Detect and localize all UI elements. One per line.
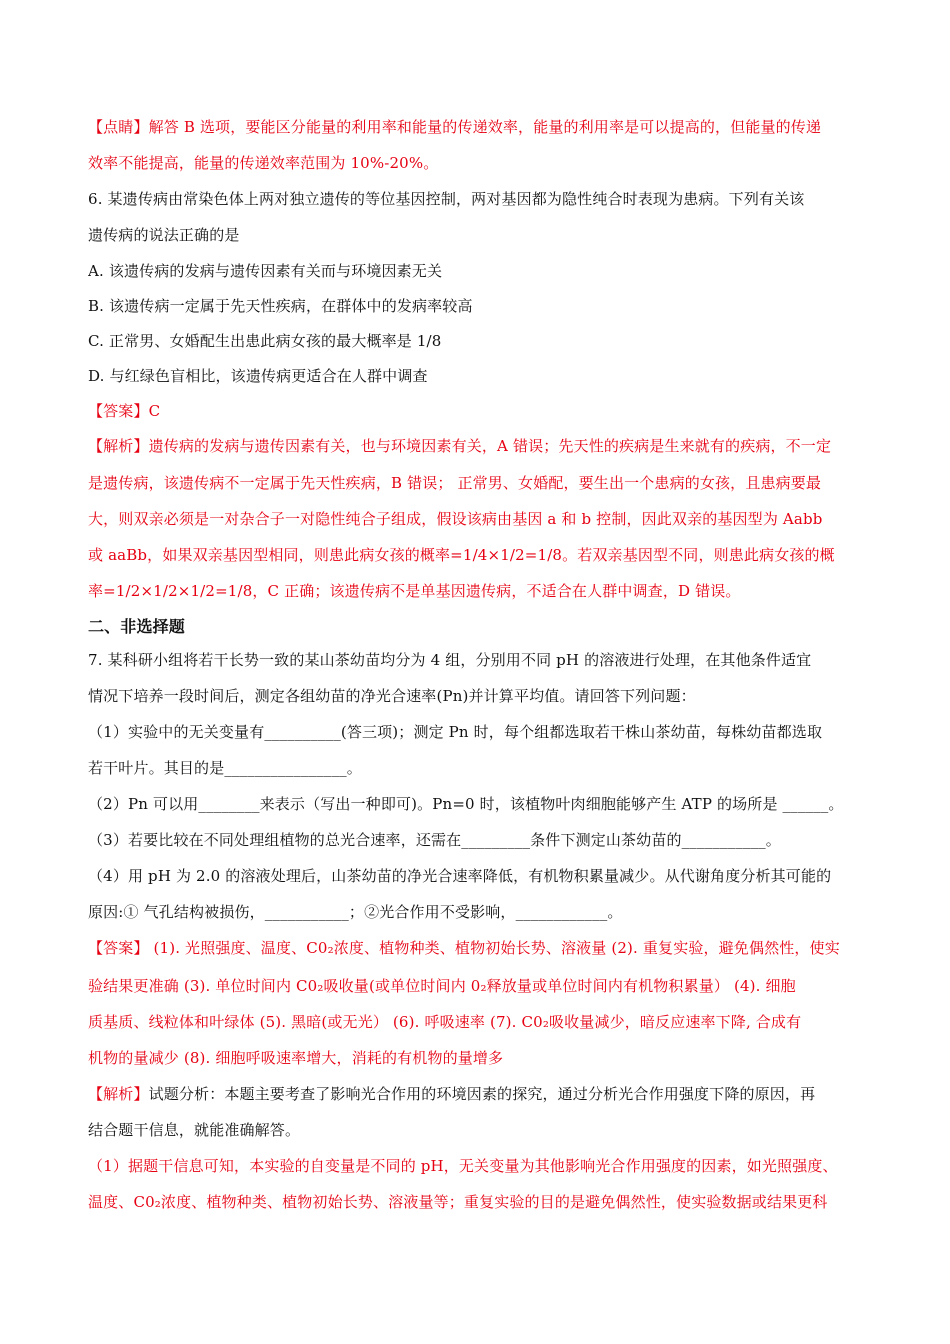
text-line: 结合题干信息，就能准确解答。 xyxy=(88,1121,301,1139)
line-text: 试题分析：本题主要考查了影响光合作用的环境因素的探究，通过分析光合作用强度下降的原因，再 xyxy=(148,1085,816,1103)
text-line: 遗传病的说法正确的是 xyxy=(88,226,240,244)
text-line: 温度、C0₂浓度、植物种类、植物初始长势、溶液量等；重复实验的目的是避免偶然性，使实验数据或结果更科 xyxy=(88,1193,828,1211)
text-line: 若干叶片。其目的是________________。 xyxy=(88,759,362,777)
text-line: A. 该遗传病的发病与遗传因素有关而与环境因素无关 xyxy=(88,262,443,280)
label-jiexi: 【解析】 xyxy=(88,1085,149,1103)
text-line: （3）若要比较在不同处理组植物的总光合速率，还需在_________条件下测定山茶幼苗的___________。 xyxy=(88,831,781,849)
text-line: 6. 某遗传病由常染色体上两对独立遗传的等位基因控制，两对基因都为隐性纯合时表现为患病。下列有关该 xyxy=(88,190,805,208)
text-line: 或 aaBb，如果双亲基因型相同，则患此病女孩的概率=1/4×1/2=1/8。若双亲基因型不同，则患此病女孩的概 xyxy=(88,546,835,564)
text-line: C. 正常男、女婚配生出患此病女孩的最大概率是 1/8 xyxy=(88,332,442,350)
text-line: 原因:① 气孔结构被损伤，___________；②光合作用不受影响，____________。 xyxy=(88,903,623,921)
text-line: （2）Pn 可以用________来表示（写出一种即可)。Pn=0 时，该植物叶肉细胞能够产生 ATP 的场所是 ______。 xyxy=(88,795,844,813)
text-line: 效率不能提高，能量的传递效率范围为 10%-20%。 xyxy=(88,154,439,172)
text-line: （4）用 pH 为 2.0 的溶液处理后，山茶幼苗的净光合速率降低，有机物积累量减少。从代谢角度分析其可能的 xyxy=(88,867,832,885)
text-line: （1）实验中的无关变量有__________(答三项)；测定 Pn 时，每个组都选取若干株山茶幼苗，每株幼苗都选取 xyxy=(88,723,823,741)
text-line: 率=1/2×1/2×1/2=1/8，C 正确；该遗传病不是单基因遗传病，不适合在人群中调查，D 错误。 xyxy=(88,582,741,600)
text-line: 二、非选择题 xyxy=(88,617,185,636)
text-line: 情况下培养一段时间后，测定各组幼苗的净光合速率(Pn)并计算平均值。请回答下列问题： xyxy=(88,687,696,705)
text-line: 是遗传病，该遗传病不一定属于先天性疾病，B 错误； 正常男、女婚配，要生出一个患病的女孩，且患病要最 xyxy=(88,474,822,492)
text-line: 质基质、线粒体和叶绿体 (5). 黑暗(或无光） (6). 呼吸速率 (7). C0₂吸收量减少，暗反应速率下降, 合成有 xyxy=(88,1013,802,1031)
text-line: 【答案】 (1). 光照强度、温度、C0₂浓度、植物种类、植物初始长势、溶液量 (2). 重复实验，避免偶然性，使实 xyxy=(88,939,840,957)
text-line xyxy=(88,1077,866,1111)
text-line: 机物的量减少 (8). 细胞呼吸速率增大，消耗的有机物的量增多 xyxy=(88,1049,504,1067)
text-line: 大，则双亲必须是一对杂合子一对隐性纯合子组成，假设该病由基因 a 和 b 控制，因此双亲的基因型为 Aabb xyxy=(88,510,823,528)
text-line: 【答案】C xyxy=(88,402,161,420)
text-line: D. 与红绿色盲相比，该遗传病更适合在人群中调查 xyxy=(88,367,428,385)
text-line: 7. 某科研小组将若干长势一致的某山茶幼苗均分为 4 组，分别用不同 pH 的溶液进行处理，在其他条件适宜 xyxy=(88,651,812,669)
text-line: （1）据题干信息可知，本实验的自变量是不同的 pH，无关变量为其他影响光合作用强度的因素，如光照强度、 xyxy=(88,1157,838,1175)
text-line: B. 该遗传病一定属于先天性疾病，在群体中的发病率较高 xyxy=(88,297,473,315)
text-line: 验结果更准确 (3). 单位时间内 C0₂吸收量(或单位时间内 0₂释放量或单位时间内有机物积累量） (4). 细胞 xyxy=(88,977,796,995)
text-line: 【点睛】解答 B 选项，要能区分能量的利用率和能量的传递效率，能量的利用率是可以提高的，但能量的传递 xyxy=(88,118,822,136)
text-line: 【解析】遗传病的发病与遗传因素有关，也与环境因素有关，A 错误；先天性的疾病是生来就有的疾病，不一定 xyxy=(88,437,832,455)
